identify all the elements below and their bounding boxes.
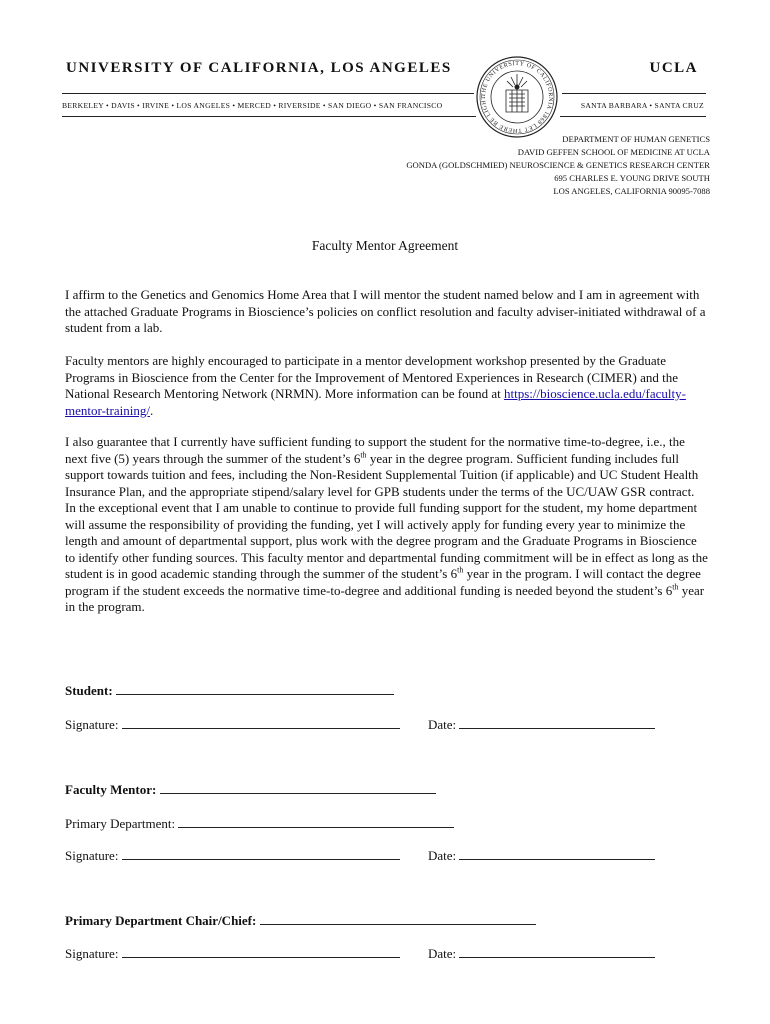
student-date-field: [428, 716, 655, 733]
primary-department-line[interactable]: [178, 815, 454, 828]
student-signature-field: [65, 716, 400, 733]
student-name-line[interactable]: [116, 682, 394, 695]
document-title: Faculty Mentor Agreement: [311, 238, 459, 253]
signature-label: Signature:: [65, 717, 119, 732]
campuses-list-left: BERKELEY • DAVIS • IRVINE • LOS ANGELES • MERCED • RIVERSIDE • SAN DIEGO • SAN FRANCISCO: [62, 101, 443, 110]
faculty-mentor-label: Faculty Mentor:: [65, 782, 157, 797]
chair-date-field: [428, 945, 655, 962]
mentor-signature-line[interactable]: [122, 847, 400, 860]
ordinal-suffix: th: [360, 450, 367, 460]
letterhead-rule-top-right: [562, 93, 706, 94]
chair-signature-line[interactable]: [122, 945, 400, 958]
address-department: DEPARTMENT OF HUMAN GENETICS: [562, 134, 710, 144]
paragraph-mentor-training: [65, 353, 708, 419]
faculty-mentor-name-line[interactable]: [160, 781, 436, 794]
date-label: Date:: [428, 717, 457, 732]
ucla-name: UCLA: [649, 60, 698, 76]
university-name: UNIVERSITY OF CALIFORNIA, LOS ANGELES: [66, 60, 452, 76]
date-label: Date:: [428, 848, 457, 863]
svg-text:THE UNIVERSITY OF CALIFORNIA 1: THE UNIVERSITY OF CALIFORNIA 1868 LET THERE BE LIGHT: [480, 60, 554, 134]
primary-department-field: [65, 815, 454, 832]
letterhead-rule-bottom-left: [62, 116, 476, 117]
ordinal-suffix: th: [457, 565, 464, 575]
university-seal-logo: [476, 56, 558, 138]
chair-field: [65, 912, 536, 929]
paragraph-affirmation: I affirm to the Genetics and Genomics Home Area that I will mentor the student named below and I am in agreement with the attached Graduate Programs in Bioscience’s policies on conflict resolution and faculty adviser-initiated withdrawal of a student from a lab.: [65, 287, 706, 335]
faculty-mentor-field: [65, 781, 436, 798]
funding-text-3: year in the program. I will contact the degree program if the student exceeds the normative time-to-degree and additional funding is needed beyond the student’s 6: [65, 566, 701, 598]
mentor-date-field: [428, 847, 655, 864]
address-street: 695 CHARLES E. YOUNG DRIVE SOUTH: [554, 173, 710, 183]
student-label: Student:: [65, 683, 113, 698]
mentor-date-line[interactable]: [459, 847, 655, 860]
address-center: GONDA (GOLDSCHMIED) NEUROSCIENCE & GENETICS RESEARCH CENTER: [406, 160, 710, 170]
ordinal-suffix: th: [672, 582, 679, 592]
mentor-training-link[interactable]: https://bioscience.ucla.edu/faculty-mentor-training/: [65, 386, 686, 418]
chair-name-line[interactable]: [260, 912, 536, 925]
student-field: [65, 682, 394, 699]
address-school: DAVID GEFFEN SCHOOL OF MEDICINE AT UCLA: [517, 147, 710, 157]
chair-signature-field: [65, 945, 400, 962]
paragraph-funding-guarantee: [65, 434, 708, 616]
department-address: [406, 133, 710, 198]
paragraph-mentor-training-end: .: [149, 402, 154, 418]
funding-text-4: year in the program.: [65, 582, 705, 614]
signature-label: Signature:: [65, 946, 119, 961]
mentor-signature-field: [65, 847, 400, 864]
date-label: Date:: [428, 946, 457, 961]
funding-text-1: I also guarantee that I currently have sufficient funding to support the student for the normative time-to-degree, i.e., the next five (5) years through the summer of the student’s 6: [65, 434, 685, 466]
student-date-line[interactable]: [459, 716, 655, 729]
paragraph-mentor-training-text: Faculty mentors are highly encouraged to participate in a mentor development workshop presented by the Graduate Programs in Bioscience from the Center for the Improvement of Mentored Experiences in Research (CIMER) and the National Research Mentoring Network (NRMN). More information can be found at: [65, 353, 678, 401]
chair-label: Primary Department Chair/Chief:: [65, 913, 257, 928]
address-city: LOS ANGELES, CALIFORNIA 90095-7088: [553, 186, 710, 196]
funding-text-2: year in the degree program. Sufficient funding includes full support towards tuition and fees, including the Non-Resident Supplemental Tuition (if applicable) and UC Student Health Insurance Plan, and the appropriate stipend/salary level for GPB students under the terms of the UC/UAW GSR contract. In the exceptional event that I am unable to continue to provide full funding support for the student, my home department will assume the responsibility of providing the funding, yet I will actively apply for funding every year to minimize the length and amount of departmental support, plus work with the degree program and the Graduate Programs in Bioscience to identify other funding sources. This faculty mentor and departmental funding commitment will be in effect as long as the student is in good academic standing through the summer of the student’s 6: [65, 450, 708, 581]
letterhead-rule-bottom-right: [560, 116, 706, 117]
student-signature-line[interactable]: [122, 716, 400, 729]
letterhead-rule-top-left: [62, 93, 474, 94]
signature-label: Signature:: [65, 848, 119, 863]
primary-department-label: Primary Department:: [65, 816, 176, 831]
campuses-list-right: SANTA BARBARA • SANTA CRUZ: [580, 101, 704, 110]
chair-date-line[interactable]: [459, 945, 655, 958]
